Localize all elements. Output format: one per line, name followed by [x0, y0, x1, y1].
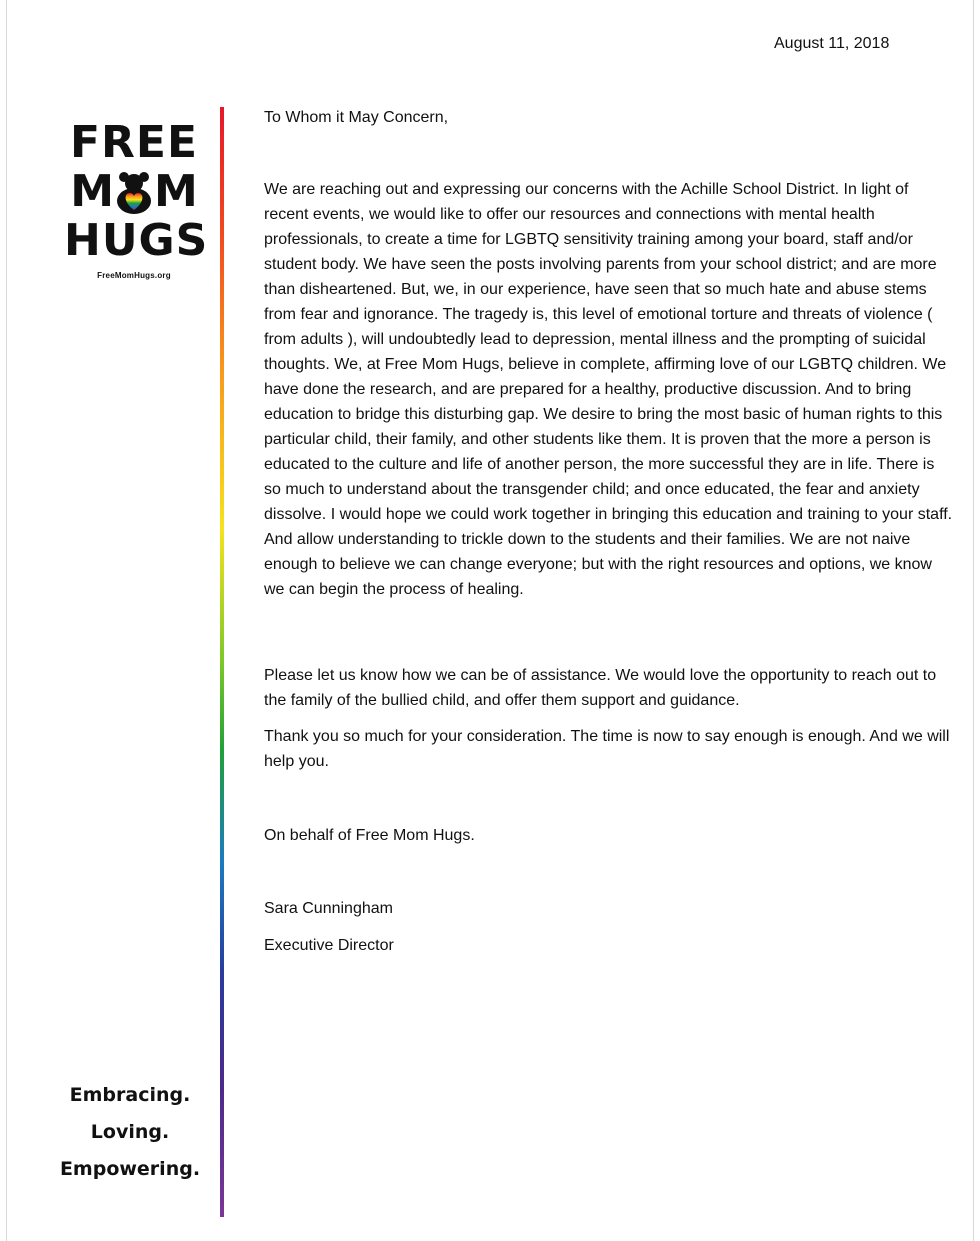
- logo-letter-m-left: M: [70, 166, 114, 217]
- tagline-empowering: Empowering.: [59, 1158, 201, 1180]
- letter-body-paragraph-1: [264, 177, 954, 602]
- logo-word-hugs: HUGS: [64, 215, 209, 266]
- body-paragraph-text: We are reaching out and expressing our concerns with the Achille School District. In light of recent events, we would like to offer our resources and connections with mental health professionals, to create a time for LGBTQ sensitivity training among your board, staff and/or student body. We have seen the posts involving parents from your school district; and are more than disheartened. But, we, in our experience, have seen that so much hate and abuse stems from fear and ignorance. The tragedy is, this level of emotional torture and threats of violence ( from adults ), will undoubtedly lead to depression, mental illness and the prompting of suicidal thoughts. We, at Free Mom Hugs, believe in complete, affirming love of our LGBTQ children. We have done the research, and are prepared for a healthy, productive discussion. And to bring education to bridge this disturbing gap. We desire to bring the most basic of human rights to this particular child, their family, and other students like them. It is proven that the more a person is educated to the culture and life of another person, the more successful they are in life. There is so much to understand about the transgender child; and once educated, the fear and anxiety dissolve. I would hope we could work together in bringing this education and training to your staff. And allow understanding to trickle down to the students and their families. We are not naive enough to believe we can change everyone; but with the right resources and options, we know we can begin the process of healing.: [264, 181, 953, 598]
- tagline-loving: Loving.: [90, 1121, 170, 1143]
- rainbow-divider: [220, 107, 224, 1217]
- letter-salutation: To Whom it May Concern,: [264, 109, 449, 126]
- logo-letter-m-right: M: [154, 166, 198, 217]
- logo-word-mom: [64, 167, 204, 216]
- rainbow-bear-icon: [115, 170, 153, 214]
- free-mom-hugs-logo: [64, 117, 209, 280]
- letter-closing: On behalf of Free Mom Hugs.: [264, 827, 475, 844]
- letter-body-paragraph-3: [264, 724, 954, 774]
- signer-name: Sara Cunningham: [264, 900, 393, 917]
- logo-url: FreeMomHugs.org: [97, 271, 171, 280]
- logo-word-free: FREE: [69, 117, 199, 168]
- letter-date: August 11, 2018: [774, 35, 890, 52]
- body-paragraph-text: Thank you so much for your consideration. The time is now to say enough is enough. And we will help you.: [264, 728, 950, 770]
- tagline-embracing: Embracing.: [69, 1084, 191, 1106]
- body-paragraph-text: Please let us know how we can be of assistance. We would love the opportunity to reach out to the family of the bullied child, and offer them support and guidance.: [264, 667, 937, 709]
- signer-title: Executive Director: [264, 937, 394, 954]
- letter-body-paragraph-2: [264, 663, 954, 713]
